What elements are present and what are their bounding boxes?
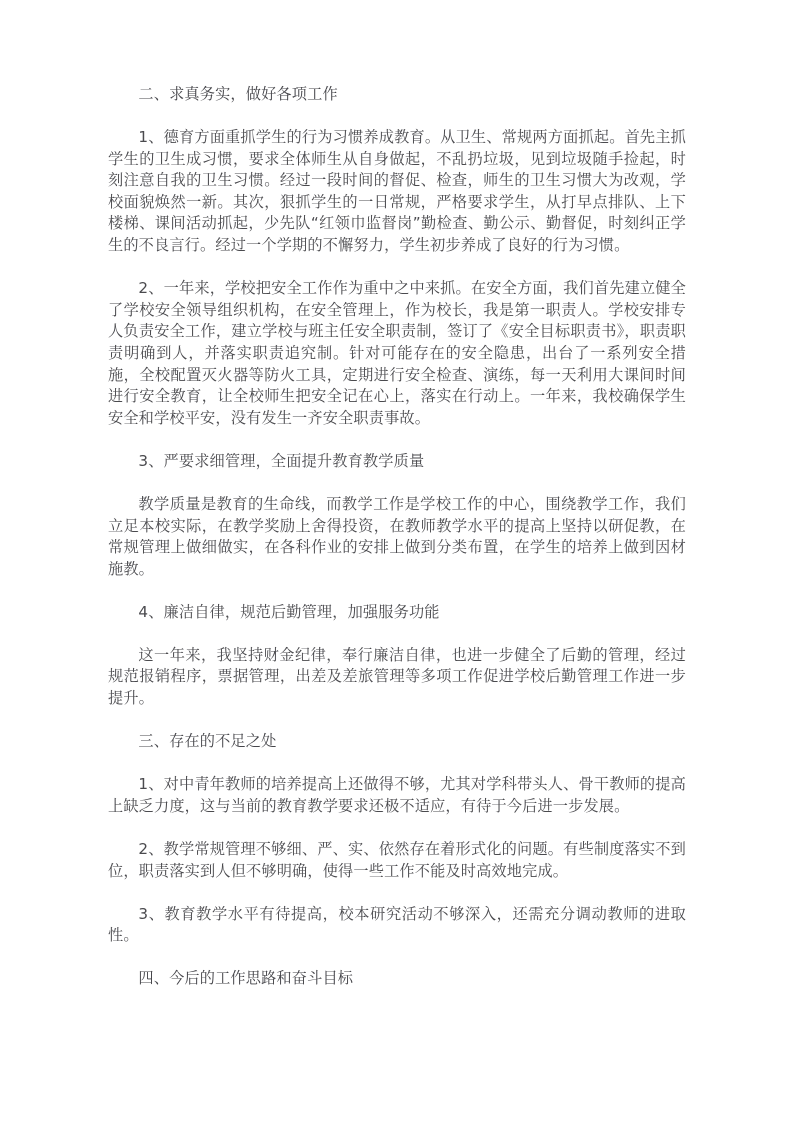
paragraph-shortcoming-three: 3、教育教学水平有待提高，校本研究活动不够深入，还需充分调动教师的进取性。 <box>108 904 686 945</box>
document-text-body <box>108 84 686 990</box>
paragraph-logistics-management: 这一年来，我坚持财金纪律，奉行廉洁自律，也进一步健全了后勤的管理，经过规范报销程序，票据管理，出差及差旅管理等多项工作促进学校后勤管理工作进一步提升。 <box>108 645 686 708</box>
paragraph-moral-education: 1、德育方面重抓学生的行为习惯养成教育。从卫生、常规两方面抓起。首先主抓学生的卫生成习惯，要求全体师生从自身做起，不乱扔垃圾，见到垃圾随手捡起，时刻注意自我的卫生习惯。经过一段时间的督促、检查，师生的卫生习惯大为改观，学校面貌焕然一新。其次，狠抓学生的一日常规，严格要求学生，从打早点排队、上下楼梯、课间活动抓起，少先队“红领巾监督岗”勤检查、勤公示、勤督促，时刻纠正学生的不良言行。经过一个学期的不懈努力，学生初步养成了良好的行为习惯。 <box>108 128 686 255</box>
paragraph-shortcoming-two: 2、教学常规管理不够细、严、实、依然存在着形式化的问题。有些制度落实不到位，职责落实到人但不够明确，使得一些工作不能及时高效地完成。 <box>108 839 686 880</box>
paragraph-safety-work: 2、一年来，学校把安全工作作为重中之中来抓。在安全方面，我们首先建立健全了学校安全领导组织机构，在安全管理上，作为校长，我是第一职责人。学校安排专人负责安全工作，建立学校与班主任安全职责制，签订了《安全目标职责书》，职责职责明确到人，并落实职责追究制。针对可能存在的安全隐患，出台了一系列安全措施，全校配置灭火器等防火工具，定期进行安全检查、演练，每一天利用大课间时间进行安全教育，让全校师生把安全记在心上，落实在行动上。一年来，我校确保学生安全和学校平安，没有发生一齐安全职责事故。 <box>108 279 686 427</box>
paragraph-shortcoming-one: 1、对中青年教师的培养提高上还做得不够，尤其对学科带头人、骨干教师的提高上缺乏力度，这与当前的教育教学要求还极不适应，有待于今后进一步发展。 <box>108 775 686 815</box>
section-heading-two: 二、求真务实，做好各项工作 <box>138 85 338 103</box>
subheading-teaching-quality: 3、严要求细管理，全面提升教育教学质量 <box>138 451 425 470</box>
section-heading-four: 四、今后的工作思路和奋斗目标 <box>138 969 354 988</box>
section-heading-three: 三、存在的不足之处 <box>138 732 277 751</box>
subheading-logistics-management: 4、廉洁自律，规范后勤管理，加强服务功能 <box>138 602 440 621</box>
paragraph-teaching-quality: 教学质量是教育的生命线，而教学工作是学校工作的中心，围绕教学工作，我们立足本校实际，在教学奖励上舍得投资，在教师教学水平的提高上坚持以研促教，在常规管理上做细做实，在各科作业的安排上做到分类布置，在学生的培养上做到因材施教。 <box>108 494 686 578</box>
